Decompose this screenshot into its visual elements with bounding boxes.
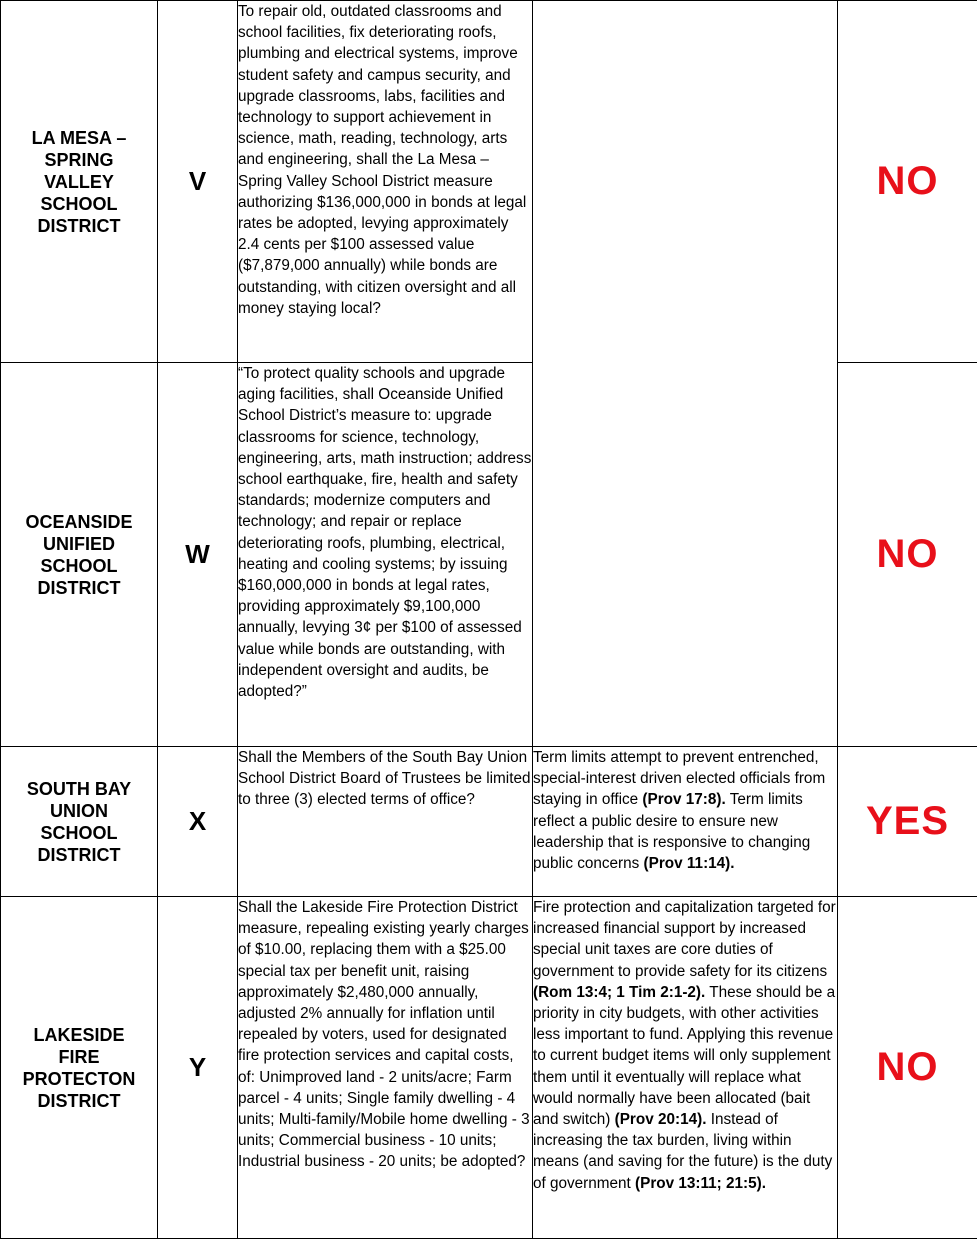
measure-letter: W bbox=[158, 363, 238, 747]
district-name-line: SPRING bbox=[1, 149, 157, 171]
measure-text: Shall the Lakeside Fire Protection District measure, repealing existing yearly charges of $10.00, replacing them with a $25.00 special tax per benefit unit, raising approximately $2,480,000 annually, adjusted 2% annually for inflation until repealed by voters, used for designated fire protection services and capital costs, of: Unimproved land - 2 units/acre; Farm parcel - 4 units; Single family dwelling - 4 units; Multi-family/Mobile home dwelling - 3 units; Commercial business - 10 units; Industrial business - 20 units; be adopted? bbox=[238, 897, 533, 1239]
vote-recommendation: NO bbox=[838, 363, 977, 747]
district-name-line: LA MESA – bbox=[1, 127, 157, 149]
commentary-text: These should be a priority in city budgets, with other activities less important to fund. Applying this revenue to current budget items will only supplement them until it eventually will replace what would normally have been allocated (bait and switch) bbox=[533, 984, 835, 1128]
table-row bbox=[1, 1, 977, 363]
district-name-line: UNIFIED bbox=[1, 533, 157, 555]
district-name-line: UNION bbox=[1, 800, 157, 822]
district-name bbox=[1, 747, 158, 897]
district-name-line: SOUTH BAY bbox=[1, 778, 157, 800]
commentary-text: Fire protection and capitalization targeted for increased financial support by increased special unit taxes are core duties of government to provide safety for its citizens bbox=[533, 899, 836, 980]
measure-commentary bbox=[533, 1, 838, 747]
scripture-reference: (Prov 11:14). bbox=[644, 855, 735, 872]
district-name-line: SCHOOL bbox=[1, 193, 157, 215]
district-name-line: DISTRICT bbox=[1, 215, 157, 237]
measure-letter: X bbox=[158, 747, 238, 897]
measure-text: “To protect quality schools and upgrade aging facilities, shall Oceanside Unified School District’s measure to: upgrade classrooms for science, technology, engineering, arts, math instruction; address school earthquake, fire, health and safety standards; modernize computers and technology; and repair or replace deteriorating roofs, plumbing, electrical, heating and cooling systems; by issuing $160,000,000 in bonds at legal rates, providing approximately $9,100,000 annually, levying 3¢ per $100 of assessed value while bonds are outstanding, with independent oversight and audits, be adopted?” bbox=[238, 363, 533, 747]
table-row bbox=[1, 897, 977, 1239]
commentary-text: Instead of increasing the tax burden, living within means (and saving for the future) is the duty of government bbox=[533, 1111, 832, 1192]
district-name-line: LAKESIDE bbox=[1, 1024, 157, 1046]
district-name-line: DISTRICT bbox=[1, 1090, 157, 1112]
district-name-line: DISTRICT bbox=[1, 577, 157, 599]
measure-text: Shall the Members of the South Bay Union School District Board of Trustees be limited to three (3) elected terms of office? bbox=[238, 747, 533, 897]
measure-text: To repair old, outdated classrooms and school facilities, fix deteriorating roofs, plumbing and electrical systems, improve student safety and campus security, and upgrade classrooms, labs, facilities and technology to support achievement in science, math, reading, technology, arts and engineering, shall the La Mesa – Spring Valley School District measure authorizing $136,000,000 in bonds at legal rates be adopted, levying approximately 2.4 cents per $100 assessed value ($7,879,000 annually) while bonds are outstanding, with citizen oversight and all money staying local? bbox=[238, 1, 533, 363]
vote-recommendation: NO bbox=[838, 897, 977, 1239]
scripture-reference: (Prov 20:14). bbox=[615, 1111, 707, 1128]
table-row bbox=[1, 747, 977, 897]
district-name-line: VALLEY bbox=[1, 171, 157, 193]
measure-letter: V bbox=[158, 1, 238, 363]
district-name-line: DISTRICT bbox=[1, 844, 157, 866]
measure-commentary bbox=[533, 897, 838, 1239]
scripture-reference: (Prov 13:11; 21:5). bbox=[635, 1175, 766, 1192]
vote-recommendation: NO bbox=[838, 1, 977, 363]
district-name-line: OCEANSIDE bbox=[1, 511, 157, 533]
vote-recommendation: YES bbox=[838, 747, 977, 897]
district-name-line: SCHOOL bbox=[1, 555, 157, 577]
district-name-line: SCHOOL bbox=[1, 822, 157, 844]
district-name-line: PROTECTON bbox=[1, 1068, 157, 1090]
scripture-reference: (Rom 13:4; 1 Tim 2:1-2). bbox=[533, 984, 705, 1001]
measure-commentary bbox=[533, 747, 838, 897]
commentary-text: Term limits reflect a public desire to ensure new leadership that is responsive to changing public concerns bbox=[533, 791, 810, 872]
district-name bbox=[1, 363, 158, 747]
measure-letter: Y bbox=[158, 897, 238, 1239]
district-name bbox=[1, 1, 158, 363]
scripture-reference: (Prov 17:8). bbox=[642, 791, 725, 808]
district-name bbox=[1, 897, 158, 1239]
commentary-text: Term limits attempt to prevent entrenched, special-interest driven elected officials from staying in office bbox=[533, 749, 825, 808]
district-name-line: FIRE bbox=[1, 1046, 157, 1068]
